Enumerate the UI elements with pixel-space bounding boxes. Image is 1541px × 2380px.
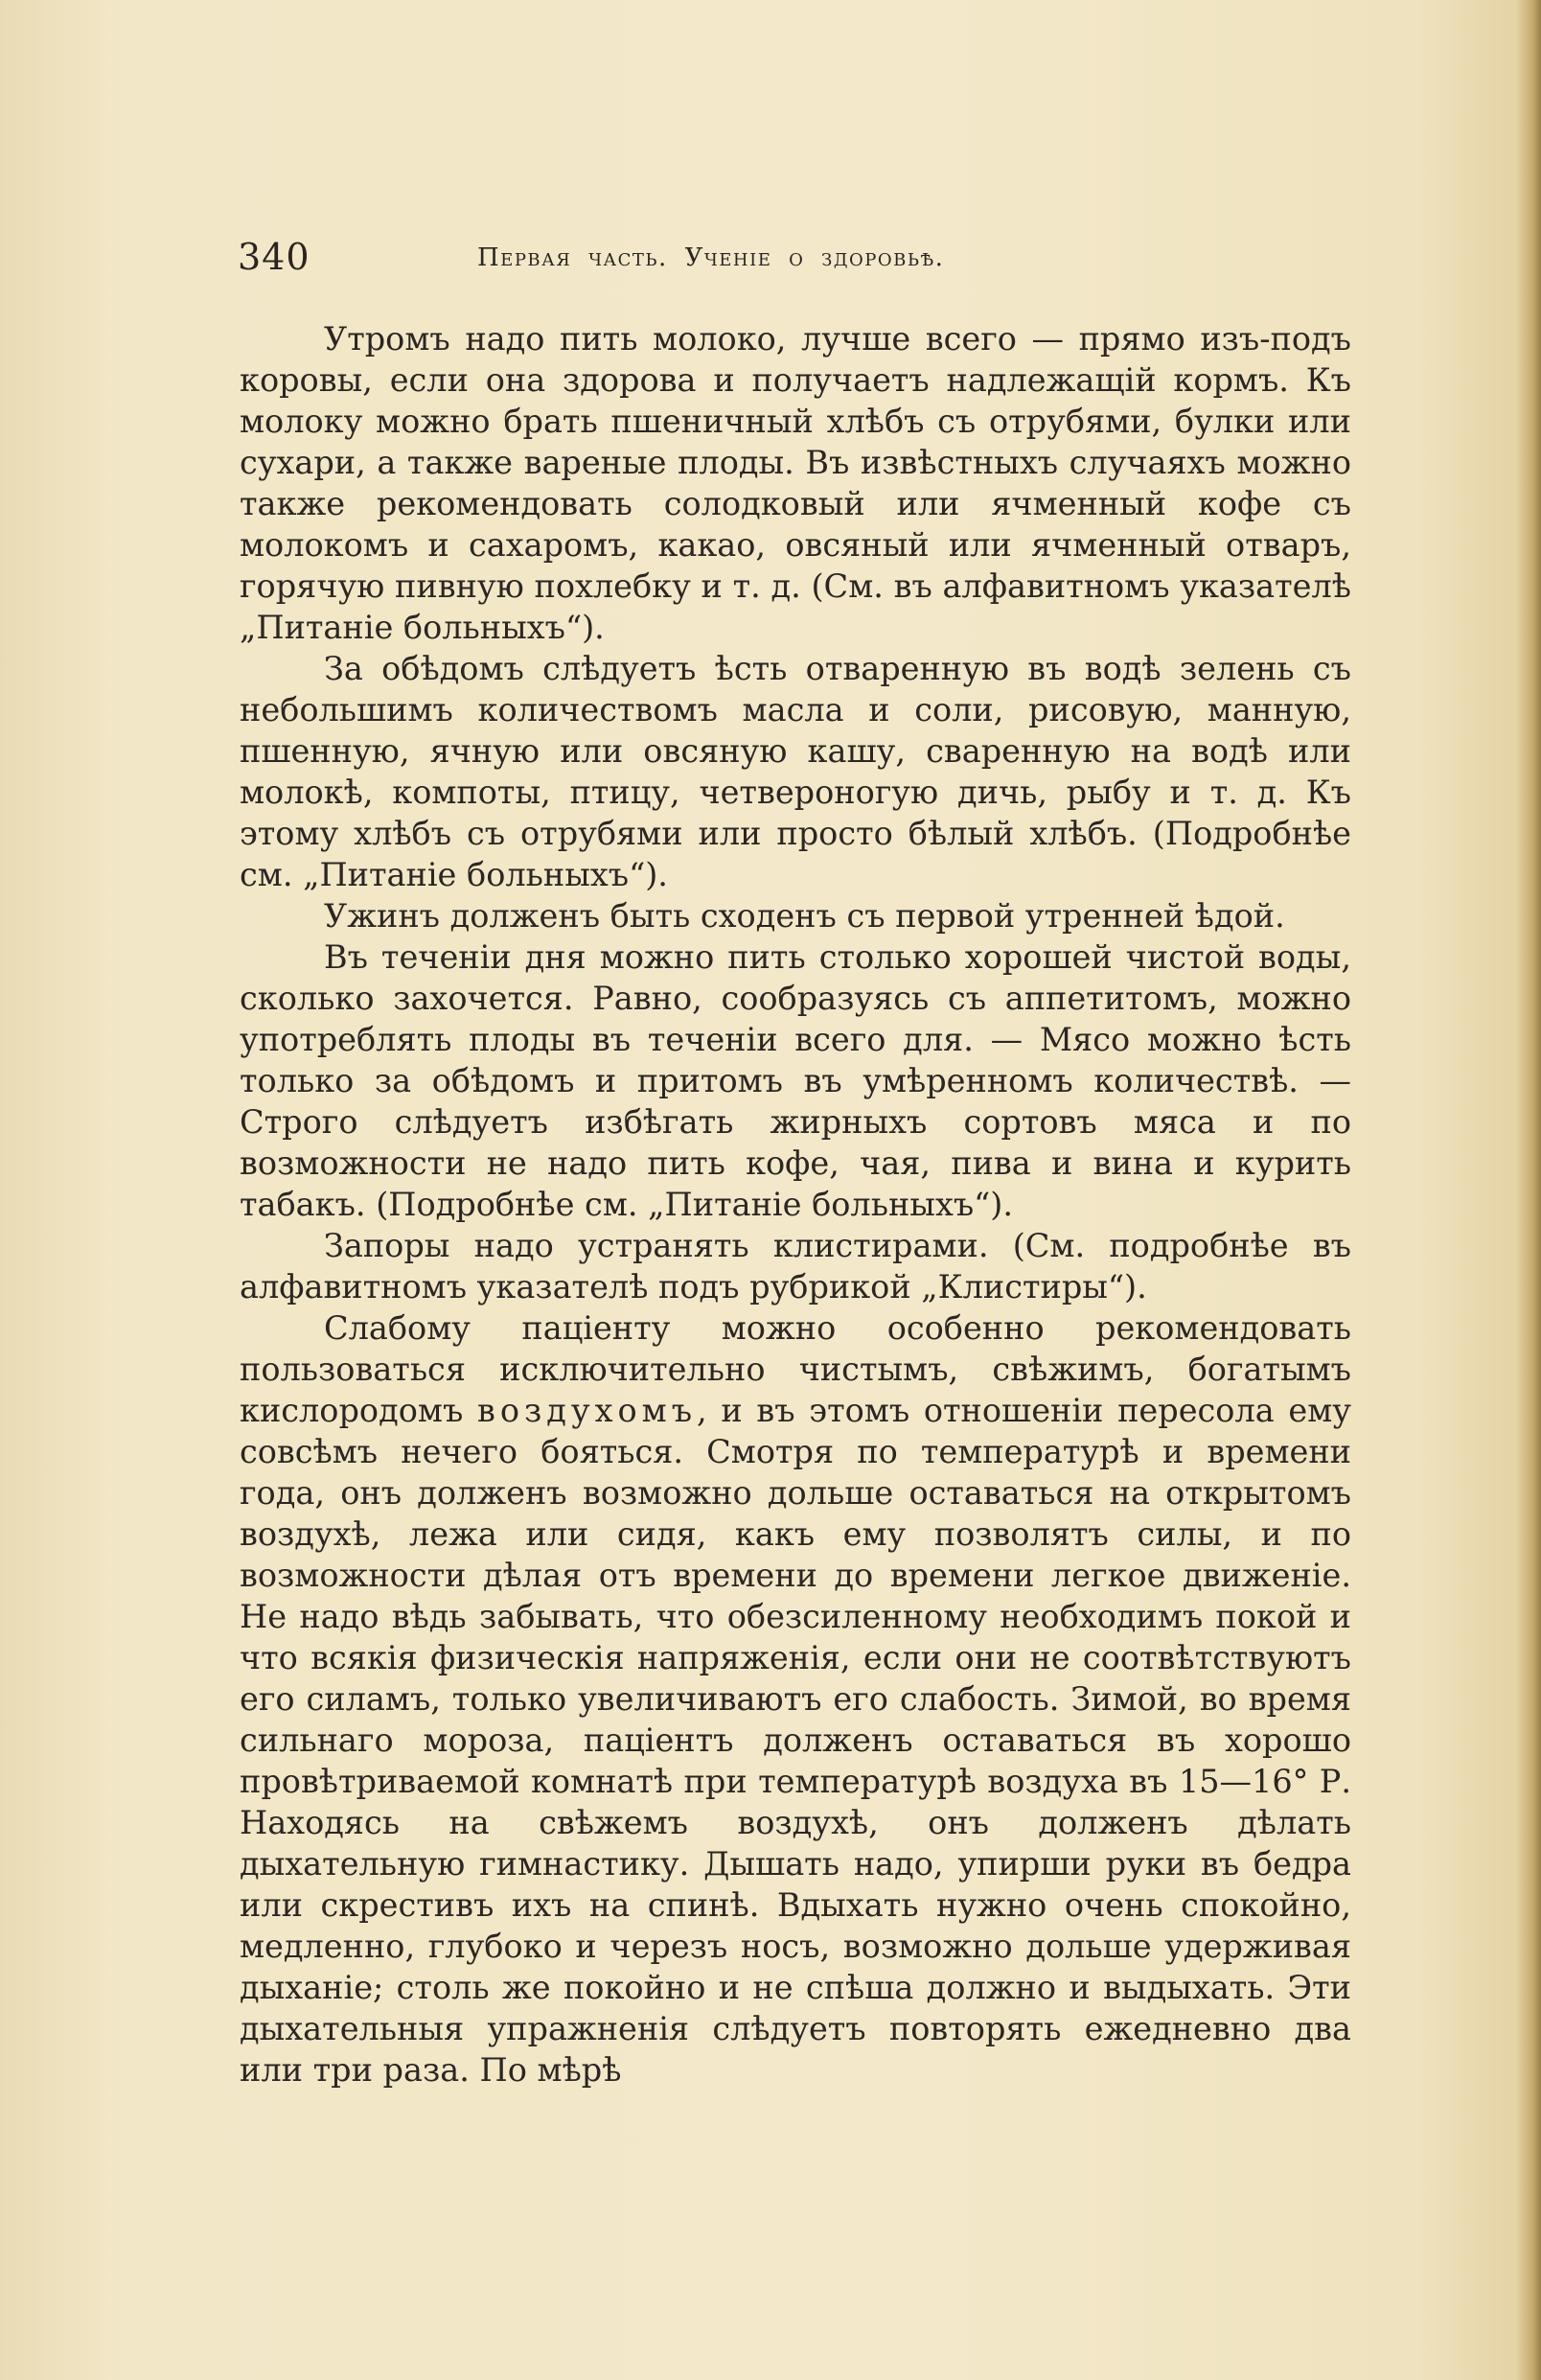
page-number: 340 (238, 236, 310, 278)
page-edge-shadow (1516, 0, 1541, 2380)
paragraph-dinner: За обѣдомъ слѣдуетъ ѣсть отваренную въ водѣ зелень съ небольшимъ количествомъ масла и соли, рисовую, манную, пшенную, ячную или овсяную кашу, сваренную на водѣ или молокѣ, компоты, птицу, четвероногую дичь, рыбу и т. д. Къ этому хлѣбъ съ отрубями или просто бѣлый хлѣбъ. (Подробнѣе см. „Питаніе больныхъ“). (240, 650, 1351, 893)
paragraph-weak-patient-start: Слабому паціенту можно особенно рекомендовать пользоваться исключительно чистымъ, свѣжимъ, богатымъ кислородомъ (240, 1309, 1351, 1429)
paragraph-weak-patient-rest: , и въ этомъ отношеніи пересола ему совсѣмъ нечего бояться. Смотря по температурѣ и времени года, онъ долженъ возможно дольше оставаться на открытомъ воздухѣ, лежа или сидя, какъ ему позволятъ силы, и по возможности дѣлая отъ времени до времени легкое движеніе. Не надо вѣдь забывать, что обезсиленному необходимъ покой и что всякія физическія напряженія, если они не соотвѣтствуютъ его силамъ, только увеличиваютъ его слабость. Зимой, во время сильнаго мороза, паціентъ долженъ оставаться въ хорошо провѣтриваемой комнатѣ при температурѣ воздуха въ 15—16° Р. Находясь на свѣжемъ воздухѣ, онъ долженъ дѣлать дыхательную гимнастику. Дышать надо, упирши руки въ бедра или скрестивъ ихъ на спинѣ. Вдыхать нужно очень спокойно, медленно, глубоко и черезъ носъ, возможно дольше удерживая дыханіе; столь же покойно и не спѣша должно и выдыхать. Эти дыхательныя упражненія слѣдуетъ повторять ежедневно два или три раза. По мѣрѣ (240, 1392, 1351, 2089)
spaced-emphasis-word: воздухомъ (476, 1392, 698, 1429)
body-text (240, 318, 1351, 2091)
page-header (238, 232, 1340, 284)
paragraph-constipation: Запоры надо устранять клистирами. (См. подробнѣе въ алфавитномъ указателѣ подъ рубрикой „Клистиры“). (240, 1227, 1351, 1306)
running-head: Первая часть. Ученіе о здоровьѣ. (477, 243, 945, 272)
paragraph-daytime: Въ теченіи дня можно пить столько хорошей чистой воды, сколько захочется. Равно, сообразуясь съ аппетитомъ, можно употреблять плоды въ теченіи всего для. — Мясо можно ѣсть только за обѣдомъ и притомъ въ умѣренномъ количествѣ. — Строго слѣдуетъ избѣгать жирныхъ сортовъ мяса и по возможности не надо пить кофе, чая, пива и вина и курить табакъ. (Подробнѣе см. „Питаніе больныхъ“). (240, 938, 1351, 1223)
paragraph-morning: Утромъ надо пить молоко, лучше всего — прямо изъ-подъ коровы, если она здорова и получаетъ надлежащій кормъ. Къ молоку можно брать пшеничный хлѣбъ съ отрубями, булки или сухари, а также вареные плоды. Въ извѣстныхъ случаяхъ можно также рекомендовать солодковый или ячменный кофе съ молокомъ и сахаромъ, какао, овсяный или ячменный отваръ, горячую пивную похлебку и т. д. (См. въ алфавитномъ указателѣ „Питаніе больныхъ“). (240, 320, 1351, 646)
paragraph-weak-patient (240, 1307, 1351, 2091)
paragraph-supper: Ужинъ долженъ быть сходенъ съ первой утренней ѣдой. (324, 897, 1285, 935)
